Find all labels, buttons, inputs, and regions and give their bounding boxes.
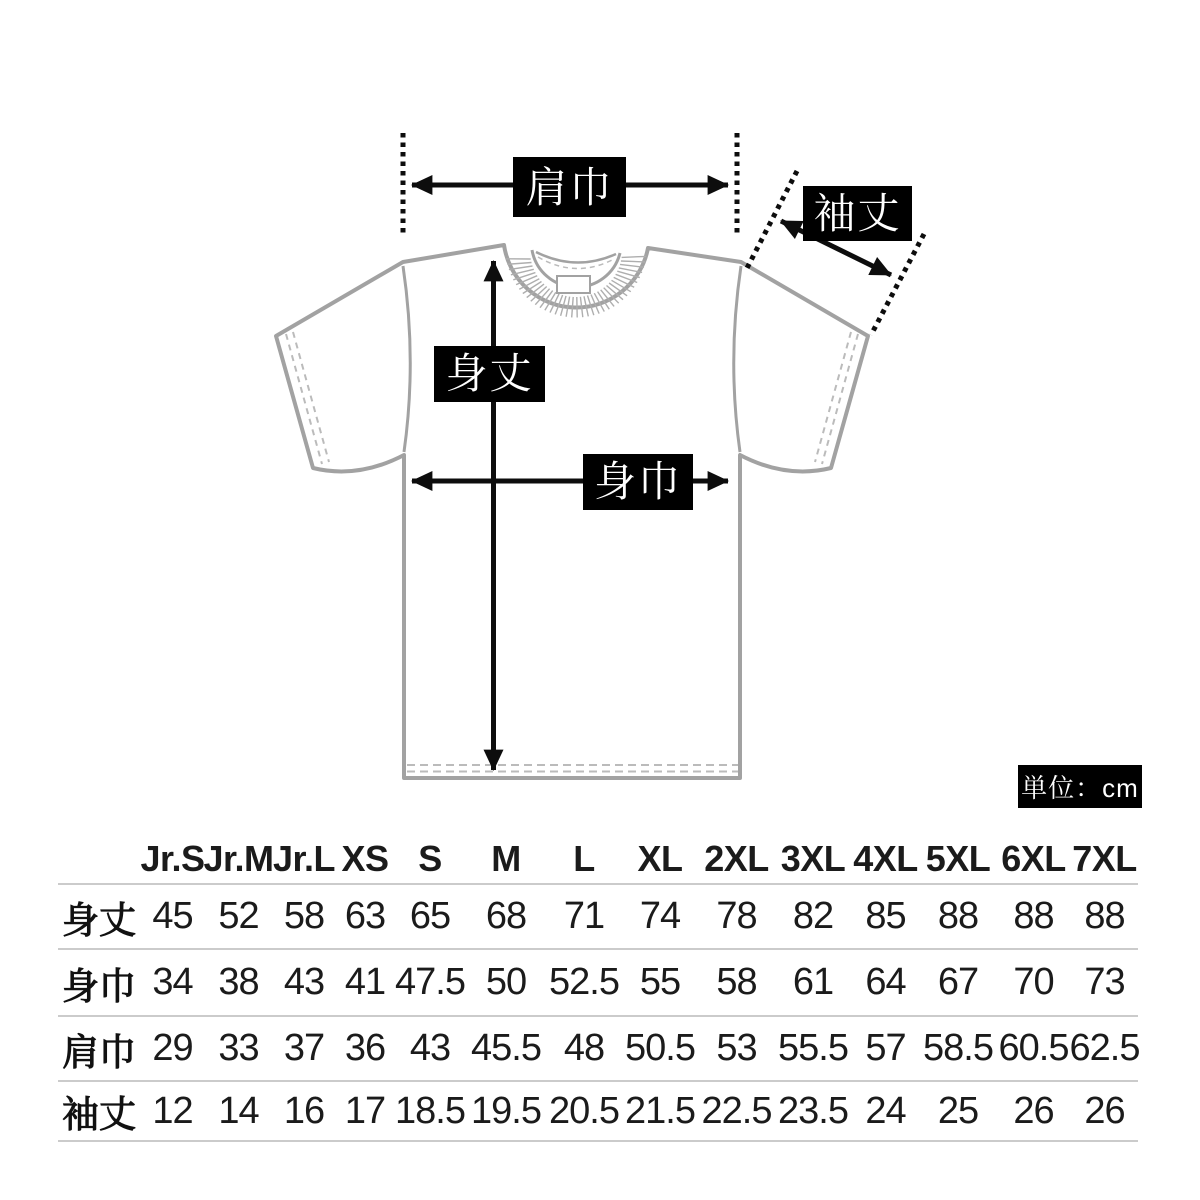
- neck-tag: [557, 276, 590, 293]
- body-width-label: 身巾: [593, 458, 683, 505]
- size-column-header: Jr.M: [205, 835, 272, 885]
- size-value-cell: 22.5: [698, 1082, 775, 1142]
- collar-rib-line: [622, 256, 647, 257]
- size-value-cell: 88: [1071, 885, 1138, 950]
- size-column-header: S: [394, 835, 466, 885]
- size-column-header: 4XL: [851, 835, 920, 885]
- size-value-cell: 43: [394, 1017, 466, 1082]
- size-value-cell: 50.5: [622, 1017, 698, 1082]
- size-column-header: L: [546, 835, 622, 885]
- size-value-cell: 55: [622, 950, 698, 1017]
- size-value-cell: 68: [466, 885, 546, 950]
- size-value-cell: 88: [996, 885, 1071, 950]
- size-value-cell: 12: [140, 1082, 205, 1142]
- shoulder-width-label: 肩巾: [525, 164, 614, 211]
- size-value-cell: 73: [1071, 950, 1138, 1017]
- size-value-cell: 25: [920, 1082, 996, 1142]
- unit-badge: 単位：cm: [1018, 765, 1142, 808]
- size-column-header: XS: [336, 835, 394, 885]
- size-value-cell: 20.5: [546, 1082, 622, 1142]
- size-column-header: 2XL: [698, 835, 775, 885]
- size-value-cell: 38: [205, 950, 272, 1017]
- size-value-cell: 19.5: [466, 1082, 546, 1142]
- tshirt-outline: [276, 245, 868, 778]
- size-value-cell: 14: [205, 1082, 272, 1142]
- size-value-cell: 62.5: [1071, 1017, 1138, 1082]
- size-value-cell: 36: [336, 1017, 394, 1082]
- size-value-cell: 23.5: [775, 1082, 851, 1142]
- size-column-header: M: [466, 835, 546, 885]
- measure-row-label: 肩巾: [58, 1017, 140, 1082]
- size-value-cell: 17: [336, 1082, 394, 1142]
- size-value-cell: 57: [851, 1017, 920, 1082]
- size-column-header: 7XL: [1071, 835, 1138, 885]
- size-value-cell: 26: [1071, 1082, 1138, 1142]
- measure-row-label: 袖丈: [58, 1082, 140, 1142]
- size-value-cell: 64: [851, 950, 920, 1017]
- size-value-cell: 67: [920, 950, 996, 1017]
- size-value-cell: 16: [272, 1082, 336, 1142]
- size-value-cell: 52.5: [546, 950, 622, 1017]
- size-value-cell: 52: [205, 885, 272, 950]
- size-value-cell: 43: [272, 950, 336, 1017]
- body-length-label: 身丈: [445, 350, 534, 397]
- size-value-cell: 74: [622, 885, 698, 950]
- sleeve-guide-upper: [745, 171, 797, 272]
- size-value-cell: 50: [466, 950, 546, 1017]
- size-value-cell: 21.5: [622, 1082, 698, 1142]
- size-column-header: Jr.L: [272, 835, 336, 885]
- size-value-cell: 29: [140, 1017, 205, 1082]
- size-value-cell: 37: [272, 1017, 336, 1082]
- measure-row-label: 身丈: [58, 885, 140, 950]
- size-value-cell: 58.5: [920, 1017, 996, 1082]
- table-corner-cell: [58, 835, 140, 885]
- size-column-header: 3XL: [775, 835, 851, 885]
- size-value-cell: 24: [851, 1082, 920, 1142]
- size-column-header: XL: [622, 835, 698, 885]
- size-column-header: 5XL: [920, 835, 996, 885]
- size-value-cell: 47.5: [394, 950, 466, 1017]
- measure-row-label: 身巾: [58, 950, 140, 1017]
- size-value-cell: 58: [698, 950, 775, 1017]
- size-value-cell: 71: [546, 885, 622, 950]
- size-value-cell: 88: [920, 885, 996, 950]
- back-neck-seam: [536, 252, 616, 263]
- size-value-cell: 53: [698, 1017, 775, 1082]
- size-value-cell: 48: [546, 1017, 622, 1082]
- size-column-header: 6XL: [996, 835, 1071, 885]
- size-value-cell: 26: [996, 1082, 1071, 1142]
- size-value-cell: 34: [140, 950, 205, 1017]
- size-value-cell: 45: [140, 885, 205, 950]
- size-value-cell: 45.5: [466, 1017, 546, 1082]
- size-value-cell: 82: [775, 885, 851, 950]
- collar-rib-line: [621, 261, 645, 262]
- size-table: [58, 835, 1138, 1142]
- size-value-cell: 33: [205, 1017, 272, 1082]
- size-value-cell: 65: [394, 885, 466, 950]
- size-value-cell: 55.5: [775, 1017, 851, 1082]
- sleeve-guide-lower: [871, 234, 924, 335]
- size-value-cell: 41: [336, 950, 394, 1017]
- size-value-cell: 18.5: [394, 1082, 466, 1142]
- size-value-cell: 70: [996, 950, 1071, 1017]
- sleeve-length-label: 袖丈: [813, 190, 902, 237]
- size-value-cell: 85: [851, 885, 920, 950]
- size-value-cell: 63: [336, 885, 394, 950]
- size-column-header: Jr.S: [140, 835, 205, 885]
- size-value-cell: 61: [775, 950, 851, 1017]
- size-value-cell: 60.5: [996, 1017, 1071, 1082]
- size-value-cell: 58: [272, 885, 336, 950]
- size-value-cell: 78: [698, 885, 775, 950]
